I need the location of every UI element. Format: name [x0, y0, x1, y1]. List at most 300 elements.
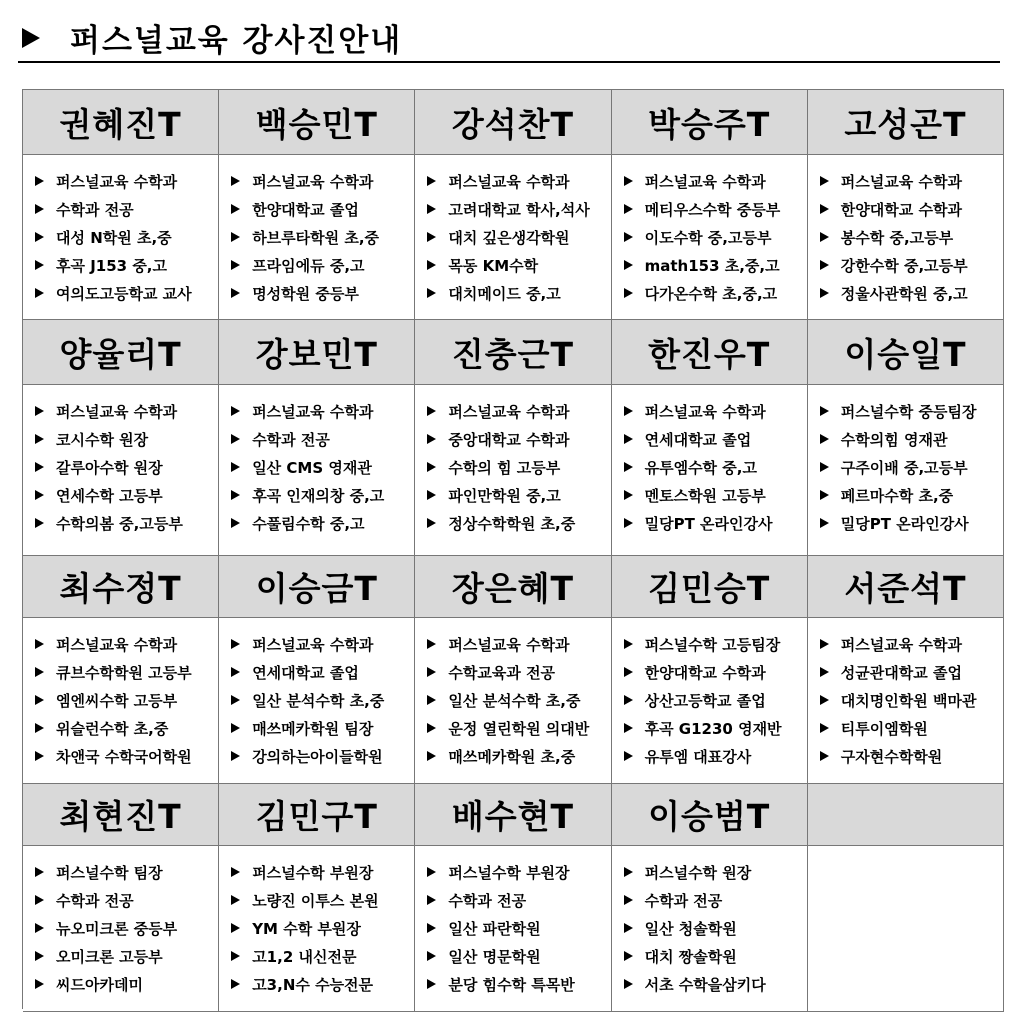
- instructor-info-cell: [23, 618, 219, 784]
- credential-text: 한양대학교 수학과: [644, 663, 766, 682]
- instructor-name: 강보민T: [255, 334, 378, 374]
- bullet-triangle-icon: [624, 204, 633, 214]
- credential-item: [427, 481, 610, 509]
- bullet-triangle-icon: [624, 639, 633, 649]
- credential-item: [820, 453, 1003, 481]
- credential-item: [427, 630, 610, 658]
- bullet-triangle-icon: [427, 951, 436, 961]
- credential-item: [231, 481, 414, 509]
- credential-item: [231, 509, 414, 537]
- bullet-triangle-icon: [231, 176, 240, 186]
- credential-text: 수학의봄 중,고등부: [56, 514, 183, 533]
- empty-info-cell: [808, 846, 1004, 1012]
- instructor-info-cell: [219, 155, 415, 320]
- credential-text: 봉수학 중,고등부: [840, 228, 954, 247]
- credential-item: [624, 251, 807, 279]
- credential-item: [231, 223, 414, 251]
- bullet-triangle-icon: [427, 695, 436, 705]
- credential-item: [427, 742, 610, 770]
- credential-item: [35, 167, 218, 195]
- credential-item: [820, 425, 1003, 453]
- triangle-marker-icon: [22, 28, 40, 48]
- credential-text: 후곡 인재의창 중,고: [252, 486, 385, 505]
- instructor-credentials-list: [23, 167, 218, 307]
- credential-item: [427, 195, 610, 223]
- credential-text: 강한수학 중,고등부: [840, 256, 968, 275]
- credential-text: 퍼스널교육 수학과: [252, 635, 374, 654]
- bullet-triangle-icon: [35, 867, 44, 877]
- credential-text: 오미크론 고등부: [56, 947, 163, 966]
- credential-item: [427, 858, 610, 886]
- bullet-triangle-icon: [231, 723, 240, 733]
- credential-text: 퍼스널교육 수학과: [644, 172, 766, 191]
- credential-item: [427, 658, 610, 686]
- credential-item: [35, 397, 218, 425]
- credential-item: [624, 279, 807, 307]
- credential-item: [820, 195, 1003, 223]
- bullet-triangle-icon: [427, 462, 436, 472]
- bullet-triangle-icon: [820, 639, 829, 649]
- credential-text: 퍼스널수학 중등팀장: [840, 402, 977, 421]
- credential-item: [820, 509, 1003, 537]
- bullet-triangle-icon: [231, 667, 240, 677]
- instructor-name: 배수현T: [451, 797, 575, 836]
- credential-item: [35, 658, 218, 686]
- bullet-triangle-icon: [820, 260, 829, 270]
- bullet-triangle-icon: [624, 462, 633, 472]
- instructor-name: 장은혜T: [451, 569, 575, 608]
- bullet-triangle-icon: [231, 434, 240, 444]
- instructor-name-cell: [23, 556, 219, 618]
- credential-item: [820, 481, 1003, 509]
- credential-item: [427, 914, 610, 942]
- bullet-triangle-icon: [820, 695, 829, 705]
- bullet-triangle-icon: [427, 288, 436, 298]
- bullet-triangle-icon: [820, 667, 829, 677]
- bullet-triangle-icon: [820, 288, 829, 298]
- credential-text: 연세대학교 졸업: [252, 663, 359, 682]
- credential-text: 수학과 전공: [644, 891, 723, 910]
- instructor-info-cell: [612, 385, 808, 556]
- bullet-triangle-icon: [820, 232, 829, 242]
- instructor-info-cell: [612, 155, 808, 320]
- bullet-triangle-icon: [427, 260, 436, 270]
- credential-text: 연세대학교 졸업: [644, 430, 752, 449]
- bullet-triangle-icon: [820, 751, 829, 761]
- instructor-info-cell: [23, 846, 219, 1012]
- instructor-name-cell: [219, 784, 415, 846]
- credential-item: [820, 658, 1003, 686]
- credential-text: 수풀림수학 중,고: [252, 514, 365, 533]
- credential-item: [231, 942, 414, 970]
- credential-text: math153 초,중,고: [644, 256, 780, 275]
- credential-text: 티투이엠학원: [840, 719, 928, 738]
- credential-item: [35, 942, 218, 970]
- credential-text: 노량진 이투스 본원: [252, 891, 379, 910]
- credential-text: 성균관대학교 졸업: [840, 663, 962, 682]
- instructor-name-cell: [415, 784, 611, 846]
- credential-item: [624, 167, 807, 195]
- bullet-triangle-icon: [624, 867, 633, 877]
- instructor-name-cell: [219, 556, 415, 618]
- credential-item: [427, 397, 610, 425]
- credential-text: 한양대학교 졸업: [252, 200, 359, 219]
- bullet-triangle-icon: [35, 406, 44, 416]
- bullet-triangle-icon: [624, 723, 633, 733]
- bullet-triangle-icon: [231, 260, 240, 270]
- bullet-triangle-icon: [35, 288, 44, 298]
- credential-item: [820, 397, 1003, 425]
- credential-text: 목동 KM수학: [448, 256, 539, 275]
- instructor-name: 박승주T: [648, 104, 771, 144]
- bullet-triangle-icon: [231, 204, 240, 214]
- instructor-info-cell: [415, 385, 611, 556]
- credential-text: 퍼스널교육 수학과: [56, 635, 178, 654]
- credential-item: [35, 195, 218, 223]
- bullet-triangle-icon: [427, 639, 436, 649]
- bullet-triangle-icon: [427, 406, 436, 416]
- credential-text: 매쓰메카학원 팀장: [252, 719, 374, 738]
- instructor-name-cell: [219, 90, 415, 155]
- instructor-credentials-list: [415, 858, 610, 998]
- bullet-triangle-icon: [35, 518, 44, 528]
- credential-item: [231, 970, 414, 998]
- bullet-triangle-icon: [820, 723, 829, 733]
- credential-text: YM 수학 부원장: [252, 919, 361, 938]
- bullet-triangle-icon: [35, 951, 44, 961]
- credential-text: 중앙대학교 수학과: [448, 430, 570, 449]
- credential-text: 구자현수학학원: [840, 747, 943, 766]
- credential-item: [624, 509, 807, 537]
- bullet-triangle-icon: [35, 232, 44, 242]
- credential-text: 매쓰메카학원 초,중: [448, 747, 576, 766]
- bullet-triangle-icon: [624, 288, 633, 298]
- credential-text: 퍼스널수학 부원장: [448, 863, 570, 882]
- credential-item: [427, 279, 610, 307]
- instructor-name: 이승범T: [648, 797, 771, 836]
- credential-item: [35, 481, 218, 509]
- credential-text: 수학의힘 영재관: [840, 430, 948, 449]
- credential-text: 고려대학교 학사,석사: [448, 200, 590, 219]
- instructor-name-cell: [612, 784, 808, 846]
- instructor-name: 고성곤T: [844, 104, 967, 144]
- credential-text: 이도수학 중,고등부: [644, 228, 772, 247]
- bullet-triangle-icon: [820, 462, 829, 472]
- credential-text: 페르마수학 초,중: [840, 486, 954, 505]
- credential-item: [427, 970, 610, 998]
- instructor-credentials-list: [612, 397, 807, 537]
- bullet-triangle-icon: [427, 204, 436, 214]
- credential-item: [624, 914, 807, 942]
- instructor-name: 진충근T: [451, 334, 575, 374]
- credential-item: [624, 942, 807, 970]
- credential-text: 구주이배 중,고등부: [840, 458, 968, 477]
- credential-text: 코시수학 원장: [56, 430, 149, 449]
- bullet-triangle-icon: [231, 288, 240, 298]
- instructor-name-cell: [219, 320, 415, 385]
- credential-text: 큐브수학학원 고등부: [56, 663, 192, 682]
- bullet-triangle-icon: [624, 695, 633, 705]
- instructor-info-cell: [219, 618, 415, 784]
- credential-text: 일산 분석수학 초,중: [448, 691, 581, 710]
- credential-item: [35, 686, 218, 714]
- credential-text: 퍼스널교육 수학과: [448, 172, 570, 191]
- bullet-triangle-icon: [820, 406, 829, 416]
- credential-text: 퍼스널교육 수학과: [840, 635, 962, 654]
- bullet-triangle-icon: [624, 406, 633, 416]
- instructor-credentials-list: [23, 397, 218, 537]
- bullet-triangle-icon: [35, 490, 44, 500]
- instructor-name-cell: [612, 90, 808, 155]
- bullet-triangle-icon: [427, 176, 436, 186]
- credential-text: 대성 N학원 초,중: [56, 228, 172, 247]
- instructor-info-cell: [808, 155, 1004, 320]
- bullet-triangle-icon: [35, 923, 44, 933]
- instructor-info-cell: [415, 618, 611, 784]
- credential-text: 정울사관학원 중,고: [840, 284, 968, 303]
- bullet-triangle-icon: [820, 204, 829, 214]
- credential-item: [35, 509, 218, 537]
- instructor-name-cell: [808, 320, 1004, 385]
- credential-text: 후곡 J153 중,고: [56, 256, 167, 275]
- bullet-triangle-icon: [231, 751, 240, 761]
- credential-item: [35, 970, 218, 998]
- credential-text: 유투엠 대표강사: [644, 747, 752, 766]
- credential-item: [35, 714, 218, 742]
- instructor-info-cell: [23, 385, 219, 556]
- bullet-triangle-icon: [35, 723, 44, 733]
- credential-item: [624, 858, 807, 886]
- instructor-credentials-list: [808, 167, 1003, 307]
- credential-item: [820, 686, 1003, 714]
- page-header: [18, 20, 1000, 62]
- bullet-triangle-icon: [427, 923, 436, 933]
- credential-text: 명성학원 중등부: [252, 284, 359, 303]
- credential-item: [624, 453, 807, 481]
- bullet-triangle-icon: [35, 176, 44, 186]
- bullet-triangle-icon: [231, 951, 240, 961]
- credential-item: [35, 223, 218, 251]
- bullet-triangle-icon: [231, 490, 240, 500]
- credential-item: [427, 714, 610, 742]
- credential-text: 수학교육과 전공: [448, 663, 556, 682]
- credential-item: [624, 481, 807, 509]
- credential-text: 퍼스널교육 수학과: [56, 402, 178, 421]
- credential-item: [427, 167, 610, 195]
- credential-text: 퍼스널수학 고등팀장: [644, 635, 781, 654]
- bullet-triangle-icon: [35, 667, 44, 677]
- credential-text: 대치 깊은생각학원: [448, 228, 570, 247]
- instructor-credentials-list: [612, 858, 807, 998]
- bullet-triangle-icon: [427, 667, 436, 677]
- instructor-info-cell: [23, 155, 219, 320]
- credential-item: [820, 251, 1003, 279]
- credential-item: [231, 195, 414, 223]
- credential-item: [231, 167, 414, 195]
- credential-item: [231, 425, 414, 453]
- instructor-name-cell: [415, 320, 611, 385]
- instructor-credentials-list: [415, 167, 610, 307]
- bullet-triangle-icon: [624, 176, 633, 186]
- credential-text: 차앤국 수학국어학원: [56, 747, 192, 766]
- credential-item: [624, 886, 807, 914]
- instructor-name-cell: [23, 320, 219, 385]
- credential-text: 프라임에듀 중,고: [252, 256, 365, 275]
- bullet-triangle-icon: [624, 260, 633, 270]
- bullet-triangle-icon: [35, 895, 44, 905]
- credential-item: [624, 397, 807, 425]
- credential-item: [35, 251, 218, 279]
- credential-item: [427, 223, 610, 251]
- credential-text: 고3,N수 수능전문: [252, 975, 374, 994]
- instructor-credentials-list: [415, 397, 610, 537]
- instructor-name: 최현진T: [59, 797, 182, 836]
- bullet-triangle-icon: [231, 462, 240, 472]
- instructor-info-cell: [612, 846, 808, 1012]
- credential-text: 퍼스널수학 원장: [644, 863, 752, 882]
- credential-text: 퍼스널교육 수학과: [252, 172, 374, 191]
- credential-item: [427, 509, 610, 537]
- bullet-triangle-icon: [427, 434, 436, 444]
- bullet-triangle-icon: [427, 867, 436, 877]
- credential-text: 메티우스수학 중등부: [644, 200, 781, 219]
- instructor-name: 서준석T: [844, 569, 967, 608]
- credential-text: 하브루타학원 초,중: [252, 228, 380, 247]
- credential-text: 대치명인학원 백마관: [840, 691, 977, 710]
- instructor-name: 최수정T: [59, 569, 182, 608]
- instructor-name-cell: [612, 320, 808, 385]
- credential-text: 수학과 전공: [448, 891, 527, 910]
- bullet-triangle-icon: [231, 895, 240, 905]
- credential-item: [35, 453, 218, 481]
- instructor-name-cell: [415, 90, 611, 155]
- credential-item: [820, 167, 1003, 195]
- credential-item: [35, 630, 218, 658]
- credential-text: 유투엠수학 중,고: [644, 458, 757, 477]
- bullet-triangle-icon: [427, 895, 436, 905]
- credential-text: 뉴오미크론 중등부: [56, 919, 178, 938]
- credential-text: 후곡 G1230 영재반: [644, 719, 782, 738]
- bullet-triangle-icon: [624, 518, 633, 528]
- credential-text: 퍼스널교육 수학과: [448, 635, 570, 654]
- credential-text: 씨드아카데미: [56, 975, 143, 994]
- credential-text: 서초 수학을삼키다: [644, 975, 766, 994]
- credential-text: 퍼스널교육 수학과: [448, 402, 570, 421]
- instructor-credentials-list: [612, 630, 807, 770]
- bullet-triangle-icon: [624, 232, 633, 242]
- credential-item: [427, 686, 610, 714]
- credential-text: 다가온수학 초,중,고: [644, 284, 778, 303]
- instructor-credentials-list: [415, 630, 610, 770]
- bullet-triangle-icon: [820, 490, 829, 500]
- bullet-triangle-icon: [35, 434, 44, 444]
- instructor-info-cell: [612, 618, 808, 784]
- credential-item: [820, 742, 1003, 770]
- credential-text: 일산 CMS 영재관: [252, 458, 372, 477]
- instructor-name: 백승민T: [255, 104, 378, 144]
- instructor-credentials-list: [23, 630, 218, 770]
- bullet-triangle-icon: [624, 434, 633, 444]
- instructor-name: 이승금T: [255, 569, 378, 608]
- credential-item: [231, 251, 414, 279]
- bullet-triangle-icon: [624, 979, 633, 989]
- credential-item: [231, 714, 414, 742]
- credential-text: 수학과 전공: [252, 430, 330, 449]
- instructor-name: 김민구T: [255, 797, 378, 836]
- credential-text: 한양대학교 수학과: [840, 200, 962, 219]
- credential-text: 대치 짱솔학원: [644, 947, 737, 966]
- credential-item: [231, 914, 414, 942]
- bullet-triangle-icon: [35, 695, 44, 705]
- credential-item: [231, 886, 414, 914]
- instructor-name-cell: [808, 556, 1004, 618]
- credential-item: [624, 658, 807, 686]
- credential-text: 엠엔씨수학 고등부: [56, 691, 178, 710]
- instructor-credentials-list: [23, 858, 218, 998]
- bullet-triangle-icon: [231, 867, 240, 877]
- page-title: 퍼스널교육 강사진안내: [70, 23, 403, 59]
- credential-text: 연세수학 고등부: [56, 486, 163, 505]
- credential-item: [35, 886, 218, 914]
- bullet-triangle-icon: [427, 518, 436, 528]
- bullet-triangle-icon: [624, 923, 633, 933]
- credential-item: [35, 425, 218, 453]
- bullet-triangle-icon: [427, 751, 436, 761]
- credential-text: 밀당PT 온라인강사: [644, 514, 773, 533]
- credential-item: [231, 453, 414, 481]
- bullet-triangle-icon: [427, 723, 436, 733]
- credential-item: [231, 858, 414, 886]
- instructor-credentials-list: [808, 397, 1003, 537]
- empty-name-cell: [808, 784, 1004, 846]
- credential-item: [624, 195, 807, 223]
- credential-text: 퍼스널교육 수학과: [644, 402, 766, 421]
- instructor-name: 권혜진T: [59, 104, 182, 144]
- instructor-credentials-list: [219, 167, 414, 307]
- credential-item: [624, 714, 807, 742]
- credential-item: [231, 630, 414, 658]
- credential-text: 대치메이드 중,고: [448, 284, 561, 303]
- instructor-credentials-list: [219, 858, 414, 998]
- bullet-triangle-icon: [624, 951, 633, 961]
- credential-item: [624, 223, 807, 251]
- bullet-triangle-icon: [35, 462, 44, 472]
- instructor-info-cell: [415, 846, 611, 1012]
- credential-item: [624, 686, 807, 714]
- bullet-triangle-icon: [427, 979, 436, 989]
- credential-item: [820, 714, 1003, 742]
- instructor-table: [22, 89, 1004, 1009]
- instructor-name-cell: [808, 90, 1004, 155]
- bullet-triangle-icon: [35, 979, 44, 989]
- bullet-triangle-icon: [231, 232, 240, 242]
- credential-item: [820, 279, 1003, 307]
- instructor-name: 이승일T: [844, 334, 967, 374]
- credential-text: 파인만학원 중,고: [448, 486, 561, 505]
- bullet-triangle-icon: [35, 260, 44, 270]
- instructor-name-cell: [612, 556, 808, 618]
- credential-text: 퍼스널수학 부원장: [252, 863, 374, 882]
- credential-item: [35, 858, 218, 886]
- bullet-triangle-icon: [231, 695, 240, 705]
- credential-text: 수학의 힘 고등부: [448, 458, 561, 477]
- bullet-triangle-icon: [231, 406, 240, 416]
- bullet-triangle-icon: [231, 979, 240, 989]
- bullet-triangle-icon: [35, 751, 44, 761]
- credential-item: [427, 251, 610, 279]
- bullet-triangle-icon: [231, 923, 240, 933]
- header-divider: [18, 61, 1000, 63]
